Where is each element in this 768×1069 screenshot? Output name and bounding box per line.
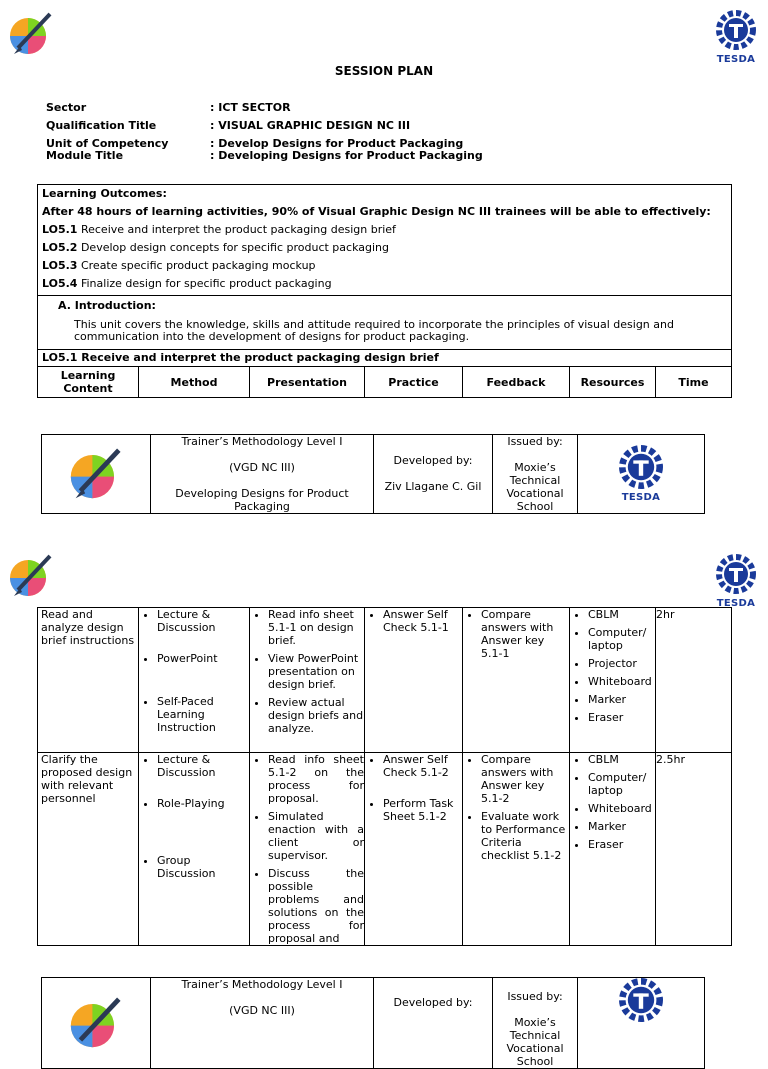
list-item: • Review actual design briefs and analyze. [268, 696, 364, 735]
footer-issuer: Moxie’s Technical Vocational School [506, 1016, 564, 1068]
info-value: : Developing Designs for Product Packaging [210, 149, 483, 162]
list-item: • Group Discussion [157, 854, 249, 880]
lo-code: LO5.1 [42, 223, 78, 236]
time-text: 2hr [656, 608, 675, 621]
info-label: Module Title [46, 149, 124, 162]
footer-tesda-cell [578, 435, 705, 514]
list-item: • Read info sheet 5.1-2 on the process for proposal. [268, 753, 364, 805]
lo-code: LO5.4 [42, 277, 78, 290]
vgd-logo-icon [6, 550, 56, 604]
page-footer [41, 977, 705, 1069]
info-value: : ICT SECTOR [210, 101, 291, 114]
footer-vgd: (VGD NC III) [229, 1004, 295, 1017]
tesda-label: TESDA [716, 54, 756, 65]
page-title: SESSION PLAN [334, 64, 434, 78]
page-footer [41, 434, 705, 514]
lo-code: LO5.3 [42, 259, 78, 272]
info-value: : Develop Designs for Product Packaging [210, 137, 464, 150]
lo-intro: After 48 hours of learning activities, 90% of Visual Graphic Design NC III trainees will be able to effectively: [42, 205, 711, 218]
list-item: • CBLM [588, 608, 655, 621]
divider [38, 295, 731, 296]
footer-logo-cell [42, 978, 151, 1069]
cell-resources [570, 608, 656, 753]
list-item: • Eraser [588, 711, 655, 724]
tesda-logo-icon [712, 554, 760, 609]
col-feedback: Feedback [463, 367, 570, 398]
list-item: • Read info sheet 5.1-1 on design brief. [268, 608, 364, 647]
list-item: • Computer/ laptop [588, 626, 655, 652]
vgd-logo-icon [66, 991, 126, 1053]
list-item: • Answer Self Check 5.1-1 [383, 608, 462, 634]
learning-content-text: Read and analyze design brief instructions [41, 608, 135, 647]
cell-practice [365, 608, 463, 753]
col-practice: Practice [365, 367, 463, 398]
col-presentation: Presentation [250, 367, 365, 398]
footer-tesda-cell [578, 978, 705, 1069]
footer-developed-cell [374, 978, 493, 1069]
list-item: • Marker [588, 820, 655, 833]
footer-methodology-cell [151, 435, 374, 514]
info-label: Unit of Competency [46, 137, 169, 150]
footer-developed-label: Developed by: [393, 454, 473, 467]
list-item: • Whiteboard [588, 675, 655, 688]
tesda-label: TESDA [716, 598, 756, 609]
list-item: • Whiteboard [588, 802, 655, 815]
cell-time [656, 753, 732, 946]
lo-text: Develop design concepts for specific product packaging [77, 241, 389, 254]
tesda-logo-icon [615, 445, 667, 489]
table-row [38, 608, 732, 753]
col-resources: Resources [570, 367, 656, 398]
info-value: : VISUAL GRAPHIC DESIGN NC III [210, 119, 411, 132]
list-item: • Compare answers with Answer key 5.1-2 [481, 753, 569, 805]
lo-heading: Learning Outcomes: [42, 187, 167, 200]
footer-vgd: (VGD NC III) [229, 461, 295, 474]
time-text: 2.5hr [656, 753, 685, 766]
list-item: • Self-Paced Learning Instruction [157, 695, 249, 734]
footer-module: Developing Designs for Product Packaging [175, 487, 349, 513]
cell-presentation [250, 608, 365, 753]
list-item: • Marker [588, 693, 655, 706]
footer-developer: Ziv Llagane C. Gil [384, 480, 482, 493]
footer-issued-label: Issued by: [507, 990, 563, 1003]
list-item: • Discuss the possible problems and solutions on the process for proposal and [268, 867, 364, 945]
introduction-heading: A. Introduction: [58, 299, 156, 312]
session-plan-table [37, 607, 732, 946]
cell-content [38, 608, 139, 753]
learning-content-text: Clarify the proposed design with relevant personnel [41, 753, 133, 805]
vgd-logo-icon [6, 8, 56, 62]
list-item: • View PowerPoint presentation on design brief. [268, 652, 364, 691]
tesda-label: TESDA [621, 492, 661, 503]
lo-item [42, 223, 396, 236]
footer-issued-cell [493, 435, 578, 514]
cell-feedback [463, 753, 570, 946]
footer-developed-cell [374, 435, 493, 514]
cell-practice [365, 753, 463, 946]
lo-item [42, 259, 316, 272]
tesda-logo-icon [712, 10, 760, 65]
list-item: • Answer Self Check 5.1-2 [383, 753, 462, 779]
table-row [38, 753, 732, 946]
cell-feedback [463, 608, 570, 753]
lo-item [42, 241, 389, 254]
list-item: • Simulated enaction with a client or supervisor. [268, 810, 364, 862]
footer-issuer: Moxie’s Technical Vocational School [506, 461, 564, 513]
lo-item [42, 277, 332, 290]
list-item: • Compare answers with Answer key 5.1-1 [481, 608, 569, 660]
col-method: Method [139, 367, 250, 398]
introduction-line: This unit covers the knowledge, skills and attitude required to incorporate the principles of visual design and [74, 318, 674, 331]
list-item: • CBLM [588, 753, 655, 766]
list-item: • Projector [588, 657, 655, 670]
footer-issued-cell [493, 978, 578, 1069]
list-item: • Lecture & Discussion [157, 753, 249, 779]
cell-time [656, 608, 732, 753]
lo-text: Receive and interpret the product packaging design brief [77, 223, 396, 236]
footer-developed-label: Developed by: [393, 996, 473, 1009]
vgd-logo-icon [66, 442, 126, 504]
list-item: • Perform Task Sheet 5.1-2 [383, 797, 462, 823]
list-item: • Evaluate work to Performance Criteria checklist 5.1-2 [481, 810, 569, 862]
list-item: • PowerPoint [157, 652, 249, 665]
lo-text: Create specific product packaging mockup [77, 259, 316, 272]
col-learning-content: Learning Content [38, 367, 139, 398]
introduction-line: communication into the development of designs for product packaging. [74, 330, 470, 343]
col-time: Time [656, 367, 732, 398]
cell-content [38, 753, 139, 946]
lo-text: Finalize design for specific product packaging [77, 277, 332, 290]
footer-issued-label: Issued by: [507, 435, 563, 448]
info-label: Sector [46, 101, 87, 114]
list-item: • Eraser [588, 838, 655, 851]
cell-presentation [250, 753, 365, 946]
cell-resources [570, 753, 656, 946]
list-item: • Lecture & Discussion [157, 608, 249, 634]
tesda-logo-icon [615, 978, 667, 1022]
list-item: • Role-Playing [157, 797, 249, 810]
footer-methodology: Trainer’s Methodology Level I [181, 435, 343, 448]
cell-method [139, 753, 250, 946]
info-label: Qualification Title [46, 119, 157, 132]
lo-section-heading: LO5.1 Receive and interpret the product packaging design brief [42, 351, 439, 364]
cell-method [139, 608, 250, 753]
column-header-table [37, 366, 732, 398]
divider [38, 349, 731, 350]
footer-methodology: Trainer’s Methodology Level I [181, 978, 343, 991]
footer-logo-cell [42, 435, 151, 514]
footer-methodology-cell [151, 978, 374, 1069]
lo-code: LO5.2 [42, 241, 78, 254]
list-item: • Computer/ laptop [588, 771, 655, 797]
